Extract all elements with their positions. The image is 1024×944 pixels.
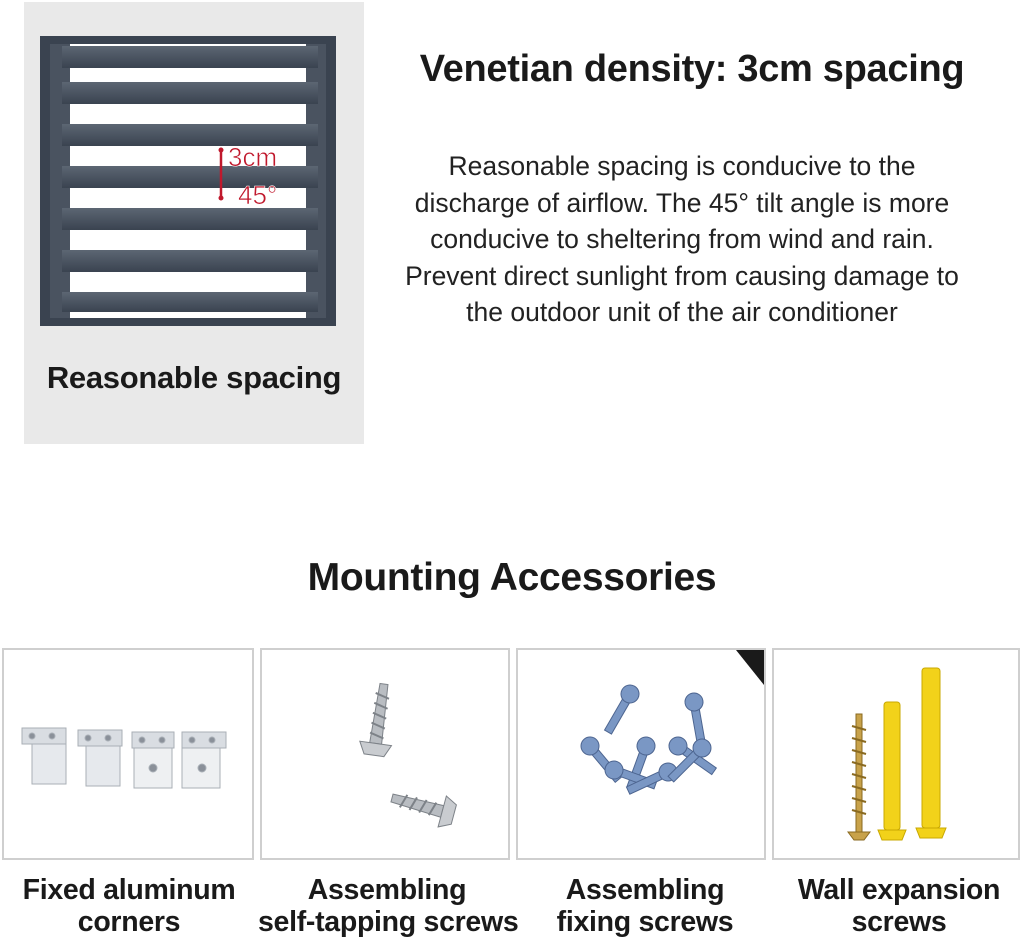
description-line: discharge of airflow. The 45° tilt angle is more — [414, 187, 950, 218]
louver-product-image — [40, 36, 342, 328]
accessory-card-wall-expansion-screws — [772, 648, 1020, 860]
description-line: Reasonable spacing is conducive to the — [448, 151, 916, 181]
accessory-card-self-tapping-screws — [260, 648, 510, 860]
description — [372, 148, 992, 331]
label-line: fixing screws — [556, 906, 734, 938]
expansion-screw-icon — [774, 650, 1020, 860]
aluminum-corner-icon — [4, 650, 254, 860]
description-line: Prevent direct sunlight from causing damage to — [405, 260, 959, 291]
fixing-screw-icon — [518, 650, 766, 860]
accessory-label-wall-expansion-screws — [770, 874, 1024, 938]
accessories-title: Mounting Accessories — [307, 556, 717, 599]
accessory-label-self-tapping-screws — [258, 874, 519, 938]
spacing-label: 3cm — [228, 142, 278, 172]
angle-label: 45° — [238, 180, 278, 210]
accessory-label-aluminum-corners — [0, 874, 258, 938]
accessory-card-fixing-screws — [516, 648, 766, 860]
headline: Venetian density: 3cm spacing — [419, 48, 965, 90]
description-line: conducive to sheltering from wind and rain. — [430, 224, 934, 254]
description-line: the outdoor unit of the air conditioner — [466, 297, 898, 327]
accessory-card-aluminum-corners — [2, 648, 254, 860]
self-tapping-screw-icon — [262, 650, 510, 860]
label-line: screws — [851, 906, 947, 938]
label-line: Fixed aluminum — [22, 874, 236, 906]
label-line: Wall expansion — [797, 874, 1001, 906]
image-caption: Reasonable spacing — [46, 360, 342, 395]
label-line: Assembling — [565, 874, 725, 906]
label-line: corners — [77, 906, 181, 938]
label-line: self-tapping screws — [258, 906, 519, 938]
label-line: Assembling — [307, 874, 467, 906]
accessory-label-fixing-screws — [516, 874, 774, 938]
